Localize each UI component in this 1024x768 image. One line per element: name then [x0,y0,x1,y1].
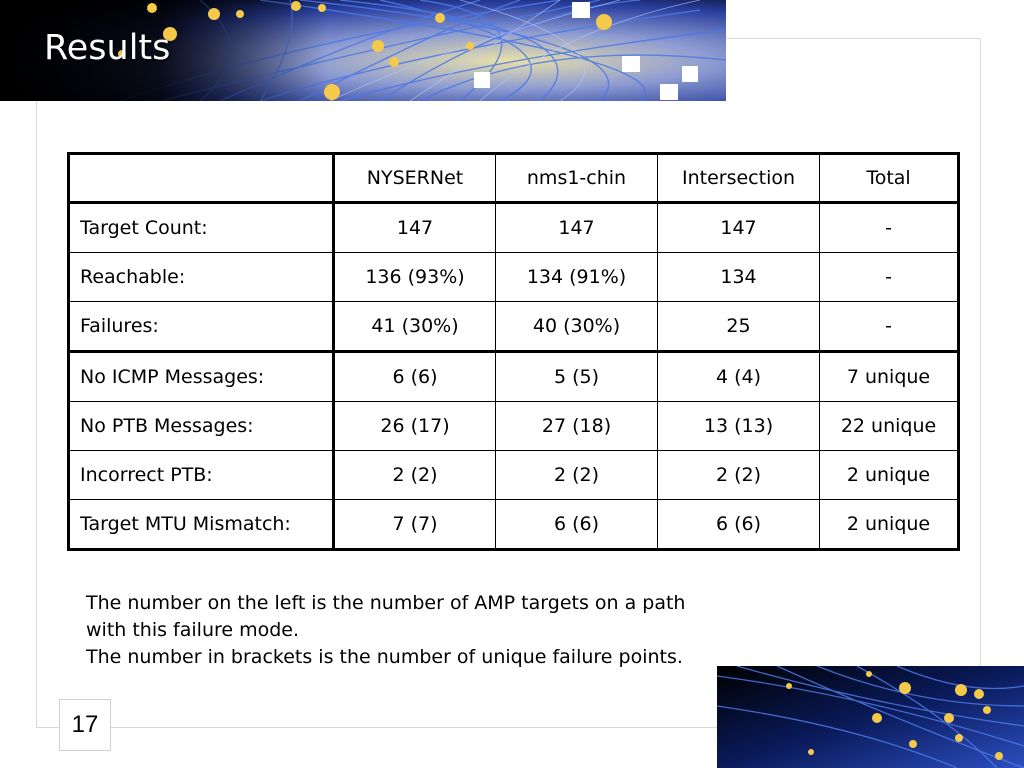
table-row [69,402,959,451]
header-banner [0,0,726,101]
table-row [69,253,959,302]
note-line: with this failure mode. [86,619,300,641]
row-label: No PTB Messages: [69,402,334,451]
cell-total: - [820,253,959,302]
cell-intersection: 2 (2) [658,451,820,500]
cell-nysernet: 147 [334,203,496,253]
corner-fiber-image [717,666,1024,768]
cell-intersection: 6 (6) [658,500,820,550]
cell-intersection: 134 [658,253,820,302]
cell-total: - [820,302,959,352]
cell-intersection: 25 [658,302,820,352]
header-empty-cell [69,154,334,203]
cell-total: 2 unique [820,451,959,500]
table-row [69,500,959,550]
cell-nysernet: 6 (6) [334,352,496,402]
header-nms1-chin: nms1-chin [496,154,658,203]
header-total: Total [820,154,959,203]
cell-total: 22 unique [820,402,959,451]
row-label: Reachable: [69,253,334,302]
cell-nms1-chin: 5 (5) [496,352,658,402]
cell-nysernet: 7 (7) [334,500,496,550]
cell-nms1-chin: 40 (30%) [496,302,658,352]
table-row [69,203,959,253]
cell-intersection: 4 (4) [658,352,820,402]
row-label: No ICMP Messages: [69,352,334,402]
slide-title: Results [44,28,171,68]
fiber-optic-corner-image [717,666,1024,768]
cell-nysernet: 41 (30%) [334,302,496,352]
cell-nysernet: 2 (2) [334,451,496,500]
table-header-row [69,154,959,203]
cell-total: - [820,203,959,253]
row-label: Target Count: [69,203,334,253]
table-row [69,352,959,402]
cell-nysernet: 26 (17) [334,402,496,451]
cell-total: 7 unique [820,352,959,402]
cell-nms1-chin: 2 (2) [496,451,658,500]
header-nysernet: NYSERNet [334,154,496,203]
row-label: Target MTU Mismatch: [69,500,334,550]
cell-nms1-chin: 134 (91%) [496,253,658,302]
table-row [69,302,959,352]
explanation-note [86,590,746,671]
note-line: The number in brackets is the number of unique failure points. [86,646,683,668]
cell-intersection: 13 (13) [658,402,820,451]
cell-total: 2 unique [820,500,959,550]
header-intersection: Intersection [658,154,820,203]
cell-nysernet: 136 (93%) [334,253,496,302]
table-row [69,451,959,500]
cell-nms1-chin: 6 (6) [496,500,658,550]
note-line: The number on the left is the number of AMP targets on a path [86,592,686,614]
page-number: 17 [59,699,111,751]
results-table [67,152,960,551]
cell-nms1-chin: 147 [496,203,658,253]
cell-nms1-chin: 27 (18) [496,402,658,451]
row-label: Failures: [69,302,334,352]
row-label: Incorrect PTB: [69,451,334,500]
cell-intersection: 147 [658,203,820,253]
